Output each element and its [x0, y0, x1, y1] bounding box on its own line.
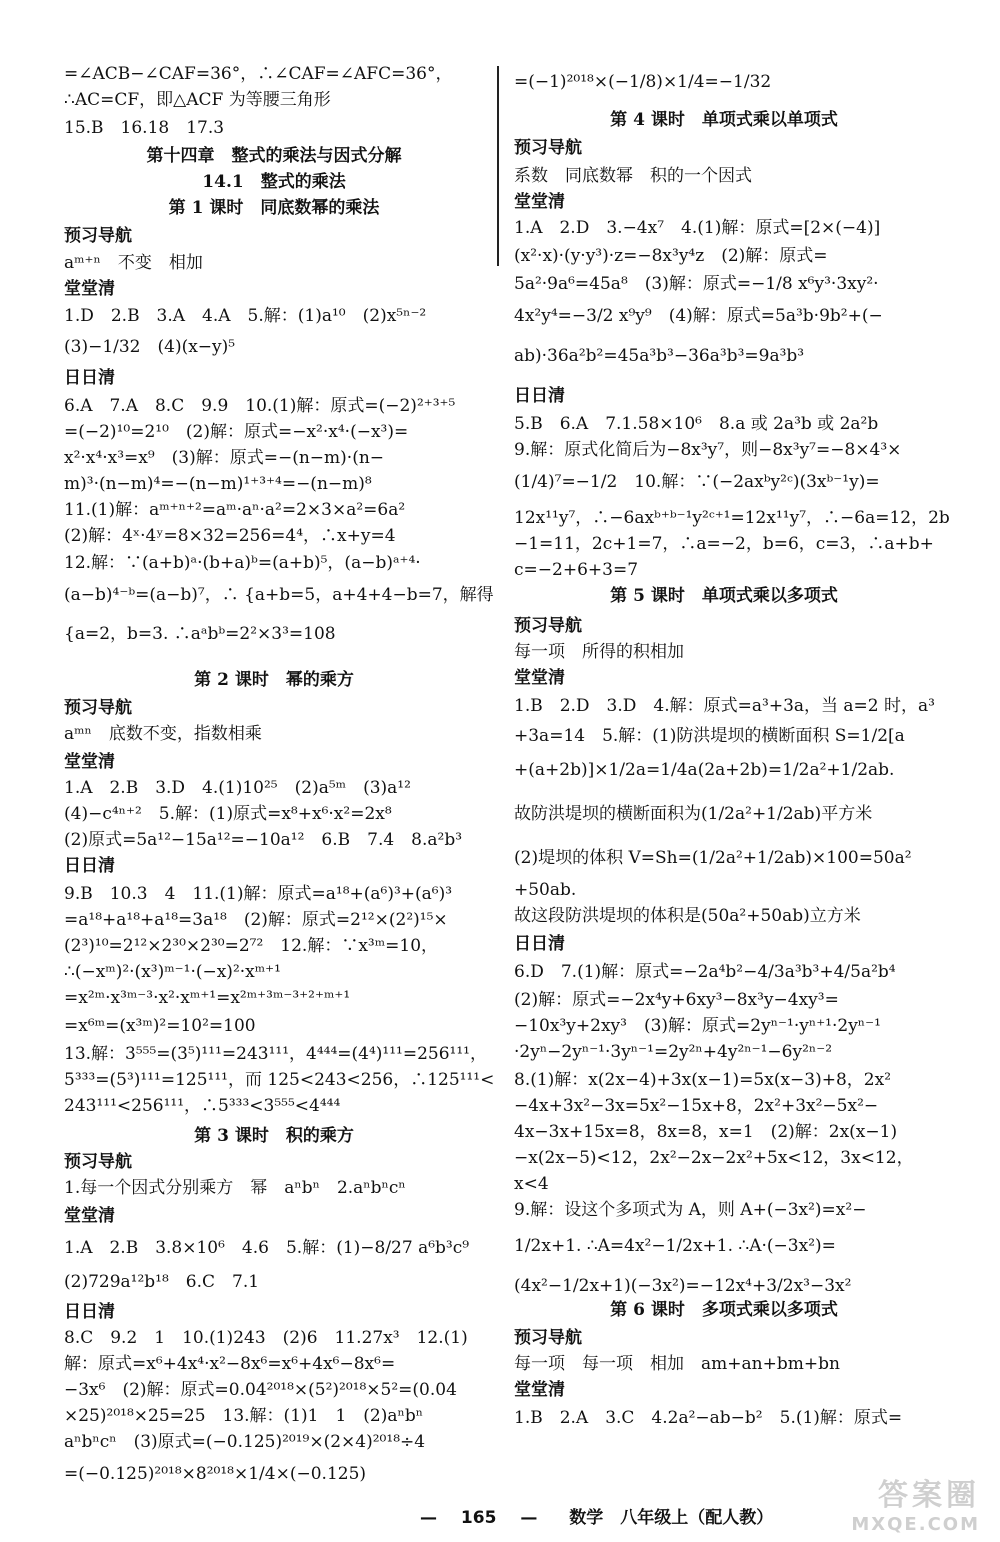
answer-line: (x²·x)·(y·y³)·z=−8x³y⁴z (2)解：原式= — [514, 246, 828, 266]
answer-line: (2)堤坝的体积 V=Sh=(1/2a²+1/2ab)×100=50a² — [514, 848, 912, 868]
answer-line: 1.A 2.D 3.−4x⁷ 4.(1)解：原式=[2×(−4)] — [514, 218, 881, 238]
footer-dash-left: — — [420, 1508, 437, 1528]
section-heading: 预习导航 — [514, 138, 582, 158]
answer-line: 每一项 每一项 相加 am+an+bm+bn — [514, 1354, 840, 1374]
answer-line: 1.每一个因式分别乘方 幂 aⁿbⁿ 2.aⁿbⁿcⁿ — [64, 1178, 406, 1198]
answer-line: 1/2x+1. ∴A=4x²−1/2x+1. ∴A·(−3x²)= — [514, 1236, 836, 1256]
section-heading: 日日清 — [64, 856, 115, 876]
answer-line: 4x²y⁴=−3/2 x⁹y⁹ (4)解：原式=5a³b·9b²+(− — [514, 306, 883, 326]
answer-line: =a¹⁸+a¹⁸+a¹⁸=3a¹⁸ (2)解：原式=2¹²×(2²)¹⁵× — [64, 910, 448, 930]
answer-line: ·2yⁿ−2yⁿ⁻¹·3yⁿ⁻¹=2y²ⁿ+4y²ⁿ⁻¹−6y²ⁿ⁻² — [514, 1042, 833, 1062]
answer-line: 9.解：设这个多项式为 A，则 A+(−3x²)=x²− — [514, 1200, 867, 1220]
site-watermark — [790, 1470, 980, 1534]
answer-line: −3x⁶ (2)解：原式=0.04²⁰¹⁸×(5²)²⁰¹⁸×5²=(0.04 — [64, 1380, 457, 1400]
answer-line: 故防洪堤坝的横断面积为(1/2a²+1/2ab)平方米 — [514, 804, 873, 824]
answer-line: ∴(−xᵐ)²·(x³)ᵐ⁻¹·(−x)²·xᵐ⁺¹ — [64, 962, 281, 982]
answer-line: =(−2)¹⁰=2¹⁰ (2)解：原式=−x²·x⁴·(−x³)= — [64, 422, 409, 442]
answer-line: (2)解：原式=−2x⁴y+6xy³−8x³y−4xy³= — [514, 990, 839, 1010]
answer-line: (1/4)⁷=−1/2 10.解：∵(−2axᵇy²ᶜ)(3xᵇ⁻¹y)= — [514, 472, 880, 492]
lesson-title: 第 5 课时 单项式乘以多项式 — [610, 586, 838, 606]
answer-line: aᵐⁿ 底数不变，指数相乘 — [64, 724, 262, 744]
column-divider — [497, 66, 499, 266]
section-heading: 堂堂清 — [514, 668, 565, 688]
answer-line: −1=11，2c+1=7，∴a=−2，b=6，c=3，∴a+b+ — [514, 534, 934, 554]
answer-line: c=−2+6+3=7 — [514, 560, 639, 580]
answer-line: =x⁶ᵐ=(x³ᵐ)²=10²=100 — [64, 1016, 256, 1036]
section-heading: 堂堂清 — [514, 192, 565, 212]
lesson-title: 第 4 课时 单项式乘以单项式 — [610, 110, 838, 130]
lesson-title: 第 6 课时 多项式乘以多项式 — [610, 1300, 838, 1320]
section-heading: 日日清 — [514, 386, 565, 406]
answer-line: (4)−c⁴ⁿ⁺² 5.解：(1)原式=x⁸+x⁶·x²=2x⁸ — [64, 804, 392, 824]
answer-line: 12x¹¹y⁷，∴−6axᵇ⁺ᵇ⁻¹y²ᶜ⁺¹=12x¹¹y⁷，∴−6a=12，2b — [514, 508, 950, 528]
answer-line: (3)−1/32 (4)(x−y)⁵ — [64, 337, 236, 357]
answer-line: 9.解：原式化简后为−8x³y⁷，则−8x³y⁷=−8×4³× — [514, 440, 902, 460]
page-number: 165 — [460, 1508, 497, 1528]
answer-line: 解：原式=x⁶+4x⁴·x²−8x⁶=x⁶+4x⁶−8x⁶= — [64, 1354, 396, 1374]
answer-line: aⁿbⁿcⁿ (3)原式=(−0.125)²⁰¹⁹×(2×4)²⁰¹⁸÷4 — [64, 1432, 426, 1452]
watermark-bottom: MXQE.COM — [851, 1514, 980, 1535]
answer-line: 故这段防洪堤坝的体积是(50a²+50ab)立方米 — [514, 906, 861, 926]
footer-subject: 数学 八年级上（配人教） — [569, 1508, 774, 1528]
section-heading: 预习导航 — [64, 1152, 132, 1172]
answer-line: x²·x⁴·x³=x⁹ (3)解：原式=−(n−m)·(n− — [64, 448, 385, 468]
watermark-top: 答案圈 — [878, 1478, 980, 1513]
answer-line: −4x+3x²−3x=5x²−15x+8，2x²+3x²−5x²− — [514, 1096, 879, 1116]
answer-line: +3a=14 5.解：(1)防洪堤坝的横断面积 S=1/2[a — [514, 726, 905, 746]
answer-line: 6.D 7.(1)解：原式=−2a⁴b²−4/3a³b³+4/5a²b⁴ — [514, 962, 896, 982]
answer-line: aᵐ⁺ⁿ 不变 相加 — [64, 253, 203, 273]
page-footer — [420, 1503, 773, 1528]
footer-dash-right: — — [520, 1508, 538, 1528]
section-heading: 日日清 — [514, 934, 565, 954]
section-heading: 堂堂清 — [64, 279, 115, 299]
answer-line: 系数 同底数幂 积的一个因式 — [514, 166, 752, 186]
answer-line: (2)解：4ˣ·4ʸ=8×32=256=4⁴，∴x+y=4 — [64, 526, 396, 546]
answer-line: ab)·36a²b²=45a³b³−36a³b³=9a³b³ — [514, 346, 805, 366]
section-heading: 预习导航 — [64, 698, 132, 718]
answer-line: 12.解：∵(a+b)ᵃ·(b+a)ᵇ=(a+b)⁵，(a−b)ᵃ⁺⁴· — [64, 553, 421, 573]
section-heading: 堂堂清 — [64, 752, 115, 772]
answer-line: 1.A 2.B 3.D 4.(1)10²⁵ (2)a⁵ᵐ (3)a¹² — [64, 778, 411, 798]
answer-line: 1.B 2.D 3.D 4.解：原式=a³+3a，当 a=2 时，a³ — [514, 696, 935, 716]
answer-line: +50ab. — [514, 880, 577, 900]
answer-line: ×25)²⁰¹⁸×25=25 13.解：(1)1 1 (2)aⁿbⁿ — [64, 1406, 424, 1426]
answer-line: (a−b)⁴⁻ᵇ=(a−b)⁷，∴ {a+b=5，a+4+4−b=7，解得 — [64, 585, 494, 605]
section-heading: 堂堂清 — [64, 1206, 115, 1226]
answer-line: (2)729a¹²b¹⁸ 6.C 7.1 — [64, 1272, 260, 1292]
lesson-title: 第 2 课时 幂的乘方 — [194, 670, 354, 690]
answer-line: 11.(1)解：aᵐ⁺ⁿ⁺²=aᵐ·aⁿ·a²=2×3×a²=6a² — [64, 500, 406, 520]
answer-line: 1.D 2.B 3.A 4.A 5.解：(1)a¹⁰ (2)x⁵ⁿ⁻² — [64, 306, 427, 326]
lesson-title: 第 3 课时 积的乘方 — [194, 1126, 354, 1146]
answer-line: 1.B 2.A 3.C 4.2a²−ab−b² 5.(1)解：原式= — [514, 1408, 903, 1428]
section-heading: 预习导航 — [514, 1328, 582, 1348]
answer-line: x<4 — [514, 1174, 549, 1194]
answer-line: (2³)¹⁰=2¹²×2³⁰×2³⁰=2⁷² 12.解：∵x³ᵐ=10， — [64, 936, 439, 956]
section-heading: 日日清 — [64, 368, 115, 388]
answer-line: 243¹¹¹<256¹¹¹，∴5³³³<3⁵⁵⁵<4⁴⁴⁴ — [64, 1096, 341, 1116]
answer-line: 5³³³=(5³)¹¹¹=125¹¹¹，而 125<243<256，∴125¹¹¹< — [64, 1070, 495, 1090]
answer-line: +(a+2b)]×1/2a=1/4a(2a+2b)=1/2a²+1/2ab. — [514, 760, 895, 780]
section-heading: 堂堂清 — [514, 1380, 565, 1400]
answer-line: =(−1)²⁰¹⁸×(−1/8)×1/4=−1/32 — [514, 72, 772, 92]
answer-line: ∴AC=CF，即△ACF 为等腰三角形 — [64, 90, 331, 110]
answer-line: 13.解：3⁵⁵⁵=(3⁵)¹¹¹=243¹¹¹，4⁴⁴⁴=(4⁴)¹¹¹=256¹¹¹， — [64, 1044, 487, 1064]
answer-line: =∠ACB−∠CAF=36°，∴∠CAF=∠AFC=36°， — [64, 64, 453, 84]
answer-line: 4x−3x+15x=8，8x=8，x=1 (2)解：2x(x−1) — [514, 1122, 898, 1142]
answer-line: 8.(1)解：x(2x−4)+3x(x−1)=5x(x−3)+8，2x² — [514, 1070, 892, 1090]
answer-line: −x(2x−5)<12，2x²−2x−2x²+5x<12，3x<12， — [514, 1148, 914, 1168]
answer-line: m)³·(n−m)⁴=−(n−m)¹⁺³⁺⁴=−(n−m)⁸ — [64, 474, 372, 494]
section-heading: 日日清 — [64, 1302, 115, 1322]
answer-line: (2)原式=5a¹²−15a¹²=−10a¹² 6.B 7.4 8.a²b³ — [64, 830, 463, 850]
answer-line: 9.B 10.3 4 11.(1)解：原式=a¹⁸+(a⁶)³+(a⁶)³ — [64, 884, 453, 904]
answer-line: 1.A 2.B 3.8×10⁶ 4.6 5.解：(1)−8/27 a⁶b³c⁹ — [64, 1238, 470, 1258]
answer-line: =x²ᵐ·x³ᵐ⁻³·x²·xᵐ⁺¹=x²ᵐ⁺³ᵐ⁻³⁺²⁺ᵐ⁺¹ — [64, 988, 351, 1008]
answer-line: 每一项 所得的积相加 — [514, 642, 684, 662]
section-heading: 预习导航 — [64, 226, 132, 246]
answer-line: =(−0.125)²⁰¹⁸×8²⁰¹⁸×1/4×(−0.125) — [64, 1464, 367, 1484]
lesson-title: 第十四章 整式的乘法与因式分解 — [146, 146, 402, 166]
answer-line: 5.B 6.A 7.1.58×10⁶ 8.a 或 2a³b 或 2a²b — [514, 414, 879, 434]
lesson-title: 第 1 课时 同底数幂的乘法 — [168, 198, 380, 218]
answer-line: 5a²·9a⁶=45a⁸ (3)解：原式=−1/8 x⁶y³·3xy²· — [514, 274, 879, 294]
lesson-title: 14.1 整式的乘法 — [202, 172, 346, 192]
answer-line: 6.A 7.A 8.C 9.9 10.(1)解：原式=(−2)²⁺³⁺⁵ — [64, 396, 456, 416]
answer-line: 8.C 9.2 1 10.(1)243 (2)6 11.27x³ 12.(1) — [64, 1328, 468, 1348]
answer-line: −10x³y+2xy³ (3)解：原式=2yⁿ⁻¹·yⁿ⁺¹·2yⁿ⁻¹ — [514, 1016, 881, 1036]
answer-line: {a=2，b=3. ∴aᵃbᵇ=2²×3³=108 — [64, 624, 336, 644]
answer-line: (4x²−1/2x+1)(−3x²)=−12x⁴+3/2x³−3x² — [514, 1276, 852, 1296]
section-heading: 预习导航 — [514, 616, 582, 636]
answer-line: 15.B 16.18 17.3 — [64, 118, 225, 138]
